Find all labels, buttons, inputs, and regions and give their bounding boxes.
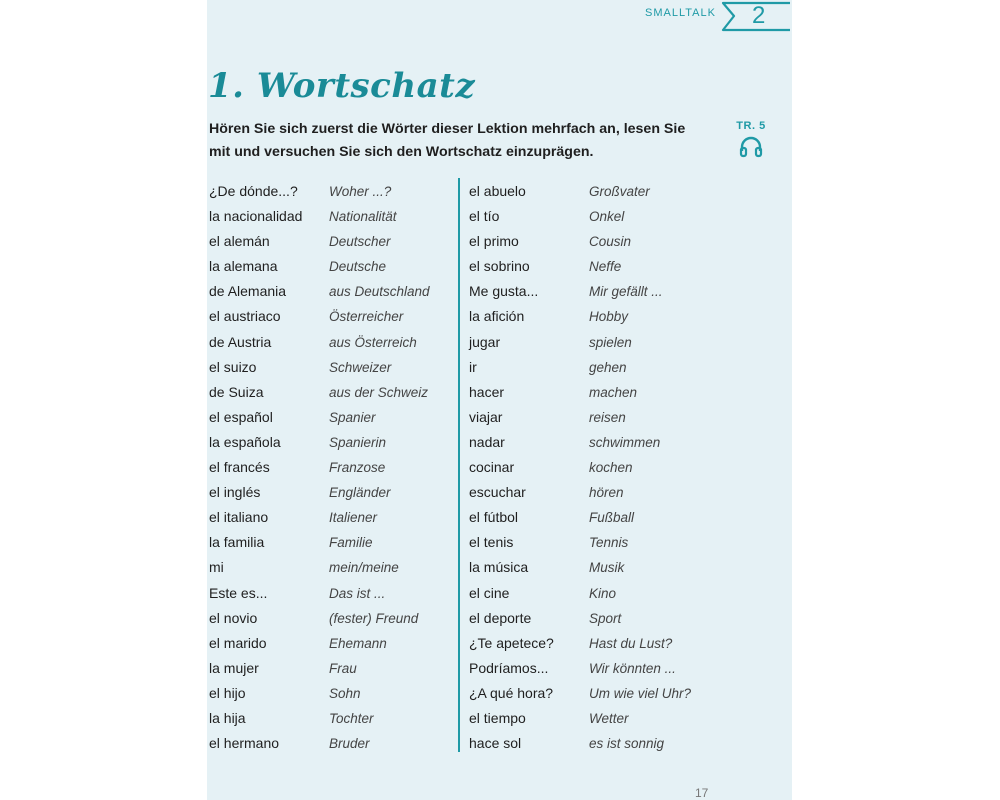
german-translation: Italiener bbox=[329, 510, 378, 526]
spanish-term: el tío bbox=[469, 208, 500, 225]
german-translation: hören bbox=[589, 485, 624, 501]
german-translation: Frau bbox=[329, 660, 357, 676]
vocab-row bbox=[209, 681, 454, 706]
vocab-row bbox=[209, 455, 454, 480]
vocab-row bbox=[469, 731, 769, 756]
german-translation: aus Deutschland bbox=[329, 284, 430, 300]
spanish-term: Este es... bbox=[209, 584, 268, 601]
spanish-term: Me gusta... bbox=[469, 283, 539, 300]
spanish-term: el francés bbox=[209, 459, 270, 476]
spanish-term: el hijo bbox=[209, 684, 246, 701]
german-translation: Deutscher bbox=[329, 234, 391, 250]
spanish-term: el marido bbox=[209, 634, 267, 651]
german-translation: Kino bbox=[589, 585, 617, 601]
german-translation: Onkel bbox=[589, 209, 625, 225]
german-translation: es ist sonnig bbox=[589, 736, 665, 752]
spanish-term: el primo bbox=[469, 233, 519, 250]
german-translation: Engländer bbox=[329, 485, 391, 501]
vocab-row bbox=[209, 505, 454, 530]
spanish-term: ¿De dónde...? bbox=[209, 183, 298, 199]
vocab-row bbox=[469, 656, 769, 681]
vocab-row bbox=[209, 229, 454, 254]
column-divider bbox=[458, 178, 460, 752]
vocab-row bbox=[209, 581, 454, 606]
page-number: 17 bbox=[695, 786, 709, 800]
german-translation: Cousin bbox=[589, 234, 632, 250]
german-translation: Tochter bbox=[329, 710, 374, 726]
spanish-term: la nacionalidad bbox=[209, 208, 303, 225]
vocab-row bbox=[209, 731, 454, 756]
spanish-term: el suizo bbox=[209, 358, 257, 375]
track-label: TR. 5 bbox=[736, 120, 766, 132]
spanish-term: de Alemania bbox=[209, 283, 287, 300]
chapter-label: SMALLTALK bbox=[645, 7, 716, 19]
german-translation: Großvater bbox=[589, 184, 650, 199]
spanish-term: el abuelo bbox=[469, 183, 526, 199]
vocab-row bbox=[469, 480, 769, 505]
german-translation: Franzose bbox=[329, 460, 386, 476]
vocab-row bbox=[469, 505, 769, 530]
vocab-row bbox=[209, 204, 454, 229]
german-translation: Um wie viel Uhr? bbox=[589, 685, 692, 701]
spanish-term: ir bbox=[469, 358, 477, 375]
vocab-row bbox=[209, 631, 454, 656]
headphones-icon bbox=[739, 136, 763, 158]
vocab-row bbox=[209, 355, 454, 380]
spanish-term: la música bbox=[469, 559, 529, 576]
spanish-term: la española bbox=[209, 433, 281, 450]
vocab-row bbox=[209, 656, 454, 681]
vocab-row bbox=[209, 254, 454, 279]
vocab-row bbox=[469, 229, 769, 254]
vocab-row bbox=[209, 330, 454, 355]
vocab-row bbox=[469, 631, 769, 656]
vocab-row bbox=[469, 355, 769, 380]
vocab-row bbox=[209, 530, 454, 555]
vocab-row bbox=[469, 606, 769, 631]
vocab-row bbox=[469, 430, 769, 455]
section-title: 1. Wortschatz bbox=[208, 66, 476, 106]
german-translation: Deutsche bbox=[329, 259, 387, 275]
spanish-term: hace sol bbox=[469, 735, 522, 752]
german-translation: Wetter bbox=[589, 710, 629, 726]
vocab-row bbox=[209, 279, 454, 304]
vocab-row bbox=[469, 405, 769, 430]
vocab-row bbox=[209, 555, 454, 580]
vocab-row bbox=[469, 179, 769, 204]
vocab-row bbox=[209, 430, 454, 455]
vocab-column-right bbox=[469, 179, 769, 756]
vocab-row bbox=[469, 254, 769, 279]
german-translation: Nationalität bbox=[329, 209, 397, 225]
german-translation: Mir gefällt ... bbox=[589, 284, 663, 300]
vocab-row bbox=[469, 279, 769, 304]
german-translation: Spanierin bbox=[329, 434, 387, 450]
german-translation: schwimmen bbox=[589, 434, 661, 450]
spanish-term: ¿Te apetece? bbox=[469, 634, 554, 651]
spanish-term: ¿A qué hora? bbox=[469, 684, 554, 701]
vocab-row bbox=[469, 304, 769, 329]
spanish-term: la afición bbox=[469, 308, 525, 325]
german-translation: Österreicher bbox=[329, 309, 404, 325]
vocab-row bbox=[209, 405, 454, 430]
german-translation: aus Österreich bbox=[329, 334, 417, 350]
spanish-term: el alemán bbox=[209, 233, 270, 250]
spanish-term: mi bbox=[209, 559, 224, 576]
spanish-term: el hermano bbox=[209, 735, 280, 752]
german-translation: reisen bbox=[589, 409, 626, 425]
spanish-term: el sobrino bbox=[469, 258, 530, 275]
spanish-term: cocinar bbox=[469, 459, 515, 476]
german-translation: Sohn bbox=[329, 685, 361, 701]
german-translation: aus der Schweiz bbox=[329, 384, 429, 400]
chapter-number: 2 bbox=[752, 2, 766, 29]
spanish-term: escuchar bbox=[469, 484, 526, 501]
german-translation: Familie bbox=[329, 535, 373, 551]
german-translation: Spanier bbox=[329, 409, 376, 425]
spanish-term: el tiempo bbox=[469, 709, 526, 726]
spanish-term: el fútbol bbox=[469, 509, 519, 526]
spanish-term: el novio bbox=[209, 609, 258, 626]
vocab-row bbox=[209, 480, 454, 505]
spanish-term: el inglés bbox=[209, 484, 261, 501]
spanish-term: el deporte bbox=[469, 609, 532, 626]
vocab-row bbox=[469, 681, 769, 706]
spanish-term: la mujer bbox=[209, 659, 259, 676]
vocab-row bbox=[209, 706, 454, 731]
vocab-row bbox=[469, 204, 769, 229]
spanish-term: la familia bbox=[209, 534, 265, 551]
vocab-row bbox=[469, 455, 769, 480]
german-translation: Fußball bbox=[589, 510, 635, 526]
vocab-row bbox=[209, 304, 454, 329]
german-translation: mein/meine bbox=[329, 560, 399, 576]
vocab-row bbox=[209, 179, 454, 204]
vocab-row bbox=[469, 380, 769, 405]
spanish-term: el español bbox=[209, 408, 273, 425]
spanish-term: nadar bbox=[469, 433, 505, 450]
german-translation: Das ist ... bbox=[329, 585, 386, 601]
german-translation: Woher ...? bbox=[329, 184, 392, 199]
vocab-row bbox=[469, 581, 769, 606]
vocab-row bbox=[209, 606, 454, 631]
german-translation: Bruder bbox=[329, 736, 370, 752]
spanish-term: de Austria bbox=[209, 333, 272, 350]
german-translation: Neffe bbox=[589, 259, 622, 275]
spanish-term: la hija bbox=[209, 709, 246, 726]
german-translation: gehen bbox=[589, 359, 627, 375]
spanish-term: hacer bbox=[469, 383, 505, 400]
german-translation: Ehemann bbox=[329, 635, 387, 651]
spanish-term: Podríamos... bbox=[469, 659, 549, 676]
german-translation: Hobby bbox=[589, 309, 629, 325]
german-translation: (fester) Freund bbox=[329, 610, 419, 626]
spanish-term: el cine bbox=[469, 584, 510, 601]
german-translation: machen bbox=[589, 384, 638, 400]
german-translation: Musik bbox=[589, 560, 625, 576]
vocab-row bbox=[469, 330, 769, 355]
spanish-term: la alemana bbox=[209, 258, 278, 275]
vocab-row bbox=[469, 706, 769, 731]
german-translation: kochen bbox=[589, 460, 633, 476]
german-translation: Hast du Lust? bbox=[589, 635, 673, 651]
vocab-row bbox=[209, 380, 454, 405]
spanish-term: el tenis bbox=[469, 534, 514, 551]
spanish-term: el austriaco bbox=[209, 308, 281, 325]
vocab-row bbox=[469, 555, 769, 580]
german-translation: Sport bbox=[589, 610, 622, 626]
vocab-column-left bbox=[209, 179, 454, 756]
german-translation: Tennis bbox=[589, 535, 629, 551]
spanish-term: viajar bbox=[469, 408, 503, 425]
german-translation: Wir könnten ... bbox=[589, 660, 676, 676]
audio-track[interactable] bbox=[729, 120, 773, 158]
german-translation: spielen bbox=[589, 334, 632, 350]
intro-text: Hören Sie sich zuerst die Wörter dieser Lektion mehrfach an, lesen Sie mit und versuchen Sie sich den Wortschatz einzuprägen. bbox=[209, 121, 686, 160]
spanish-term: jugar bbox=[469, 333, 501, 350]
vocab-row bbox=[469, 530, 769, 555]
spanish-term: de Suiza bbox=[209, 383, 264, 400]
spanish-term: el italiano bbox=[209, 509, 269, 526]
german-translation: Schweizer bbox=[329, 359, 392, 375]
